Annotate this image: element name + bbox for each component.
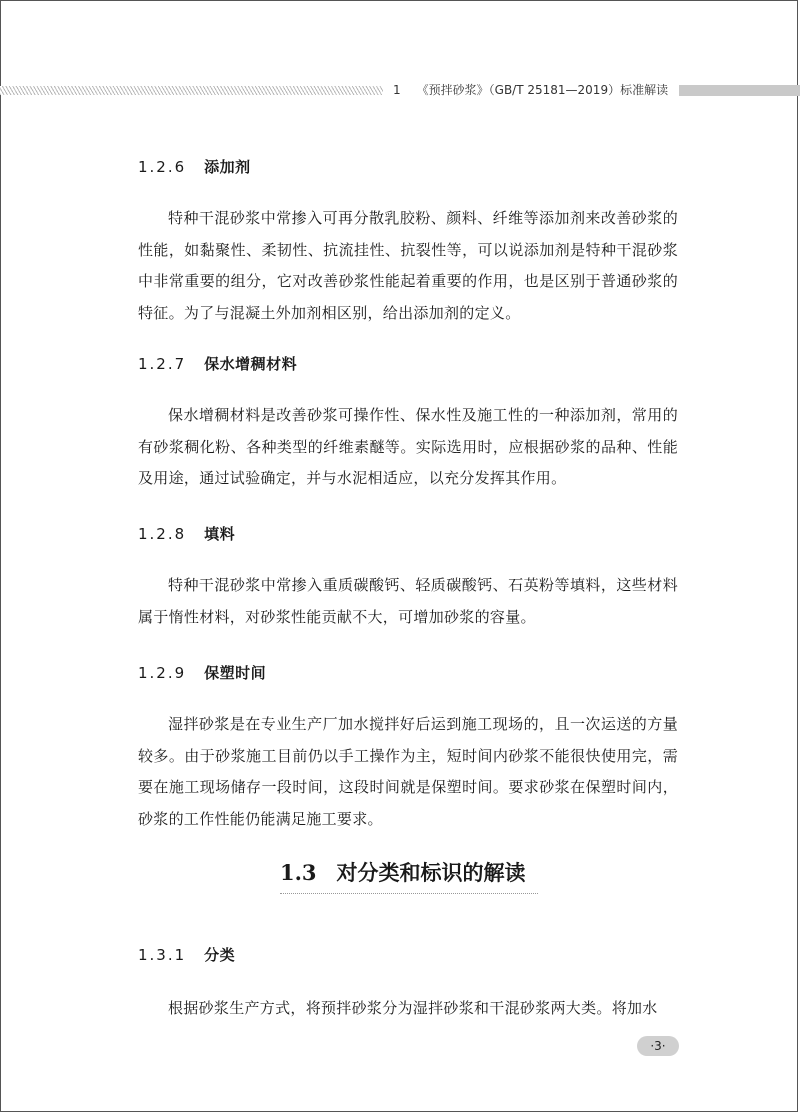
section-title: 保水增稠材料 (204, 355, 298, 373)
section-heading-1-2-7 (138, 353, 297, 374)
section-title: 对分类和标识的解读 (336, 860, 526, 885)
section-number: 1.3.1 (138, 946, 187, 964)
header-chapter-number: 1 (393, 83, 401, 97)
header-text (393, 82, 668, 98)
paragraph-1-2-6: 特种干混砂浆中常掺入可再分散乳胶粉、颜料、纤维等添加剂来改善砂浆的性能，如黏聚性、柔韧性、抗流挂性、抗裂性等，可以说添加剂是特种干混砂浆中非常重要的组分，它对改善砂浆性能起着重要的作用，也是区别于普通砂浆的特征。为了与混凝土外加剂相区别，给出添加剂的定义。 (138, 209, 678, 323)
section-title: 添加剂 (204, 158, 251, 176)
section-number: 1.2.9 (138, 664, 187, 682)
page-number-badge: ·3· (637, 1036, 679, 1056)
header-gray-bar (679, 85, 800, 96)
section-heading-1-2-6 (138, 156, 251, 177)
section-title: 分类 (204, 946, 236, 964)
paragraph-1-2-8: 特种干混砂浆中常掺入重质碳酸钙、轻质碳酸钙、石英粉等填料，这些材料属于惰性材料，对砂浆性能贡献不大，可增加砂浆的容量。 (138, 576, 678, 626)
paragraph-1-2-7: 保水增稠材料是改善砂浆可操作性、保水性及施工性的一种添加剂，常用的有砂浆稠化粉、各种类型的纤维素醚等。实际选用时，应根据砂浆的品种、性能及用途，通过试验确定，并与水泥相适应，以充分发挥其作用。 (138, 406, 678, 488)
section-title: 保塑时间 (204, 664, 267, 682)
header-book-title: 《预拌砂浆》（GB/T 25181—2019）标准解读 (416, 83, 669, 97)
section-number: 1.3 (280, 860, 317, 885)
paragraph-1-2-9: 湿拌砂浆是在专业生产厂加水搅拌好后运到施工现场的，且一次运送的方量较多。由于砂浆施工目前仍以手工操作为主，短时间内砂浆不能很快使用完，需要在施工现场储存一段时间，这段时间就是保塑时间。要求砂浆在保塑时间内，砂浆的工作性能仍能满足施工要求。 (138, 715, 678, 829)
section-title: 填料 (204, 525, 236, 543)
header-hatch-decoration (0, 86, 383, 95)
paragraph-1-3-1: 根据砂浆生产方式，将预拌砂浆分为湿拌砂浆和干混砂浆两大类。将加水 (168, 999, 658, 1017)
section-number: 1.2.6 (138, 158, 187, 176)
running-header (0, 82, 800, 98)
section-number: 1.2.8 (138, 525, 187, 543)
section-heading-1-3-1 (138, 944, 235, 965)
section-heading-1-2-9 (138, 662, 266, 683)
section-heading-1-2-8 (138, 523, 235, 544)
section-number: 1.2.7 (138, 355, 187, 373)
chapter-section-heading-1-3 (280, 857, 538, 894)
